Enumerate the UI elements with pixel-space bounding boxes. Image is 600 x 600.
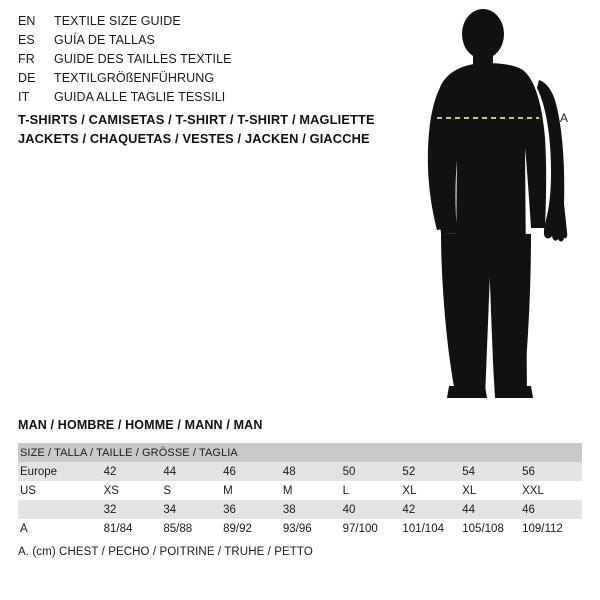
table-header-label: SIZE / TALLA / TAILLE / GRÖSSE / TAGLIA bbox=[18, 443, 582, 462]
cell: 38 bbox=[283, 500, 343, 519]
cell: 85/88 bbox=[163, 519, 223, 538]
language-text: TEXTILE SIZE GUIDE bbox=[54, 14, 181, 28]
cell: 46 bbox=[223, 462, 283, 481]
measure-label-a: A bbox=[560, 111, 569, 125]
size-table bbox=[18, 443, 582, 538]
language-row bbox=[18, 52, 378, 71]
cell: 32 bbox=[104, 500, 164, 519]
cell: 42 bbox=[104, 462, 164, 481]
language-text: GUIDE DES TAILLES TEXTILE bbox=[54, 52, 232, 66]
cell: 54 bbox=[462, 462, 522, 481]
language-row bbox=[18, 33, 378, 52]
category-tshirts: T-SHIRTS / CAMISETAS / T-SHIRT / T-SHIRT / MAGLIETTE bbox=[18, 112, 375, 127]
table-title: MAN / HOMBRE / HOMME / MANN / MAN bbox=[18, 418, 263, 432]
measure-leader-dots-icon bbox=[545, 118, 557, 120]
language-code: EN bbox=[18, 14, 36, 28]
language-row bbox=[18, 90, 378, 109]
row-label: US bbox=[18, 481, 104, 500]
cell: XS bbox=[104, 481, 164, 500]
cell: 89/92 bbox=[223, 519, 283, 538]
cell: M bbox=[223, 481, 283, 500]
cell: XL bbox=[402, 481, 462, 500]
table-row bbox=[18, 462, 582, 481]
cell: 81/84 bbox=[104, 519, 164, 538]
body-figure bbox=[405, 8, 595, 398]
table-header-row bbox=[18, 443, 582, 462]
man-silhouette-icon bbox=[405, 8, 595, 398]
cell: 44 bbox=[462, 500, 522, 519]
row-label: A bbox=[18, 519, 104, 538]
cell: 42 bbox=[402, 500, 462, 519]
cell: 40 bbox=[343, 500, 403, 519]
language-row bbox=[18, 71, 378, 90]
table-row bbox=[18, 519, 582, 538]
cell: L bbox=[343, 481, 403, 500]
cell: 97/100 bbox=[343, 519, 403, 538]
cell: 50 bbox=[343, 462, 403, 481]
cell: 46 bbox=[522, 500, 582, 519]
row-label bbox=[18, 500, 104, 519]
language-text: GUIDA ALLE TAGLIE TESSILI bbox=[54, 90, 226, 104]
language-code: DE bbox=[18, 71, 36, 85]
cell: 44 bbox=[163, 462, 223, 481]
table-footnote: A. (cm) CHEST / PECHO / POITRINE / TRUHE / PETTO bbox=[18, 546, 313, 558]
cell: 52 bbox=[402, 462, 462, 481]
cell: 34 bbox=[163, 500, 223, 519]
category-list bbox=[18, 110, 418, 148]
language-row bbox=[18, 14, 378, 33]
cell: 48 bbox=[283, 462, 343, 481]
language-text: GUÍA DE TALLAS bbox=[54, 33, 155, 47]
language-code: IT bbox=[18, 90, 30, 104]
cell: XL bbox=[462, 481, 522, 500]
cell: 109/112 bbox=[522, 519, 582, 538]
row-label: Europe bbox=[18, 462, 104, 481]
category-jackets: JACKETS / CHAQUETAS / VESTES / JACKEN / GIACCHE bbox=[18, 131, 370, 146]
cell: 101/104 bbox=[402, 519, 462, 538]
cell: XXL bbox=[522, 481, 582, 500]
cell: 93/96 bbox=[283, 519, 343, 538]
table-row bbox=[18, 500, 582, 519]
language-code: FR bbox=[18, 52, 35, 66]
table-row bbox=[18, 481, 582, 500]
cell: S bbox=[163, 481, 223, 500]
cell: 36 bbox=[223, 500, 283, 519]
language-code: ES bbox=[18, 33, 35, 47]
language-list bbox=[18, 14, 378, 109]
cell: 105/108 bbox=[462, 519, 522, 538]
cell: 56 bbox=[522, 462, 582, 481]
language-text: TEXTILGRÖßENFÜHRUNG bbox=[54, 71, 215, 85]
cell: M bbox=[283, 481, 343, 500]
